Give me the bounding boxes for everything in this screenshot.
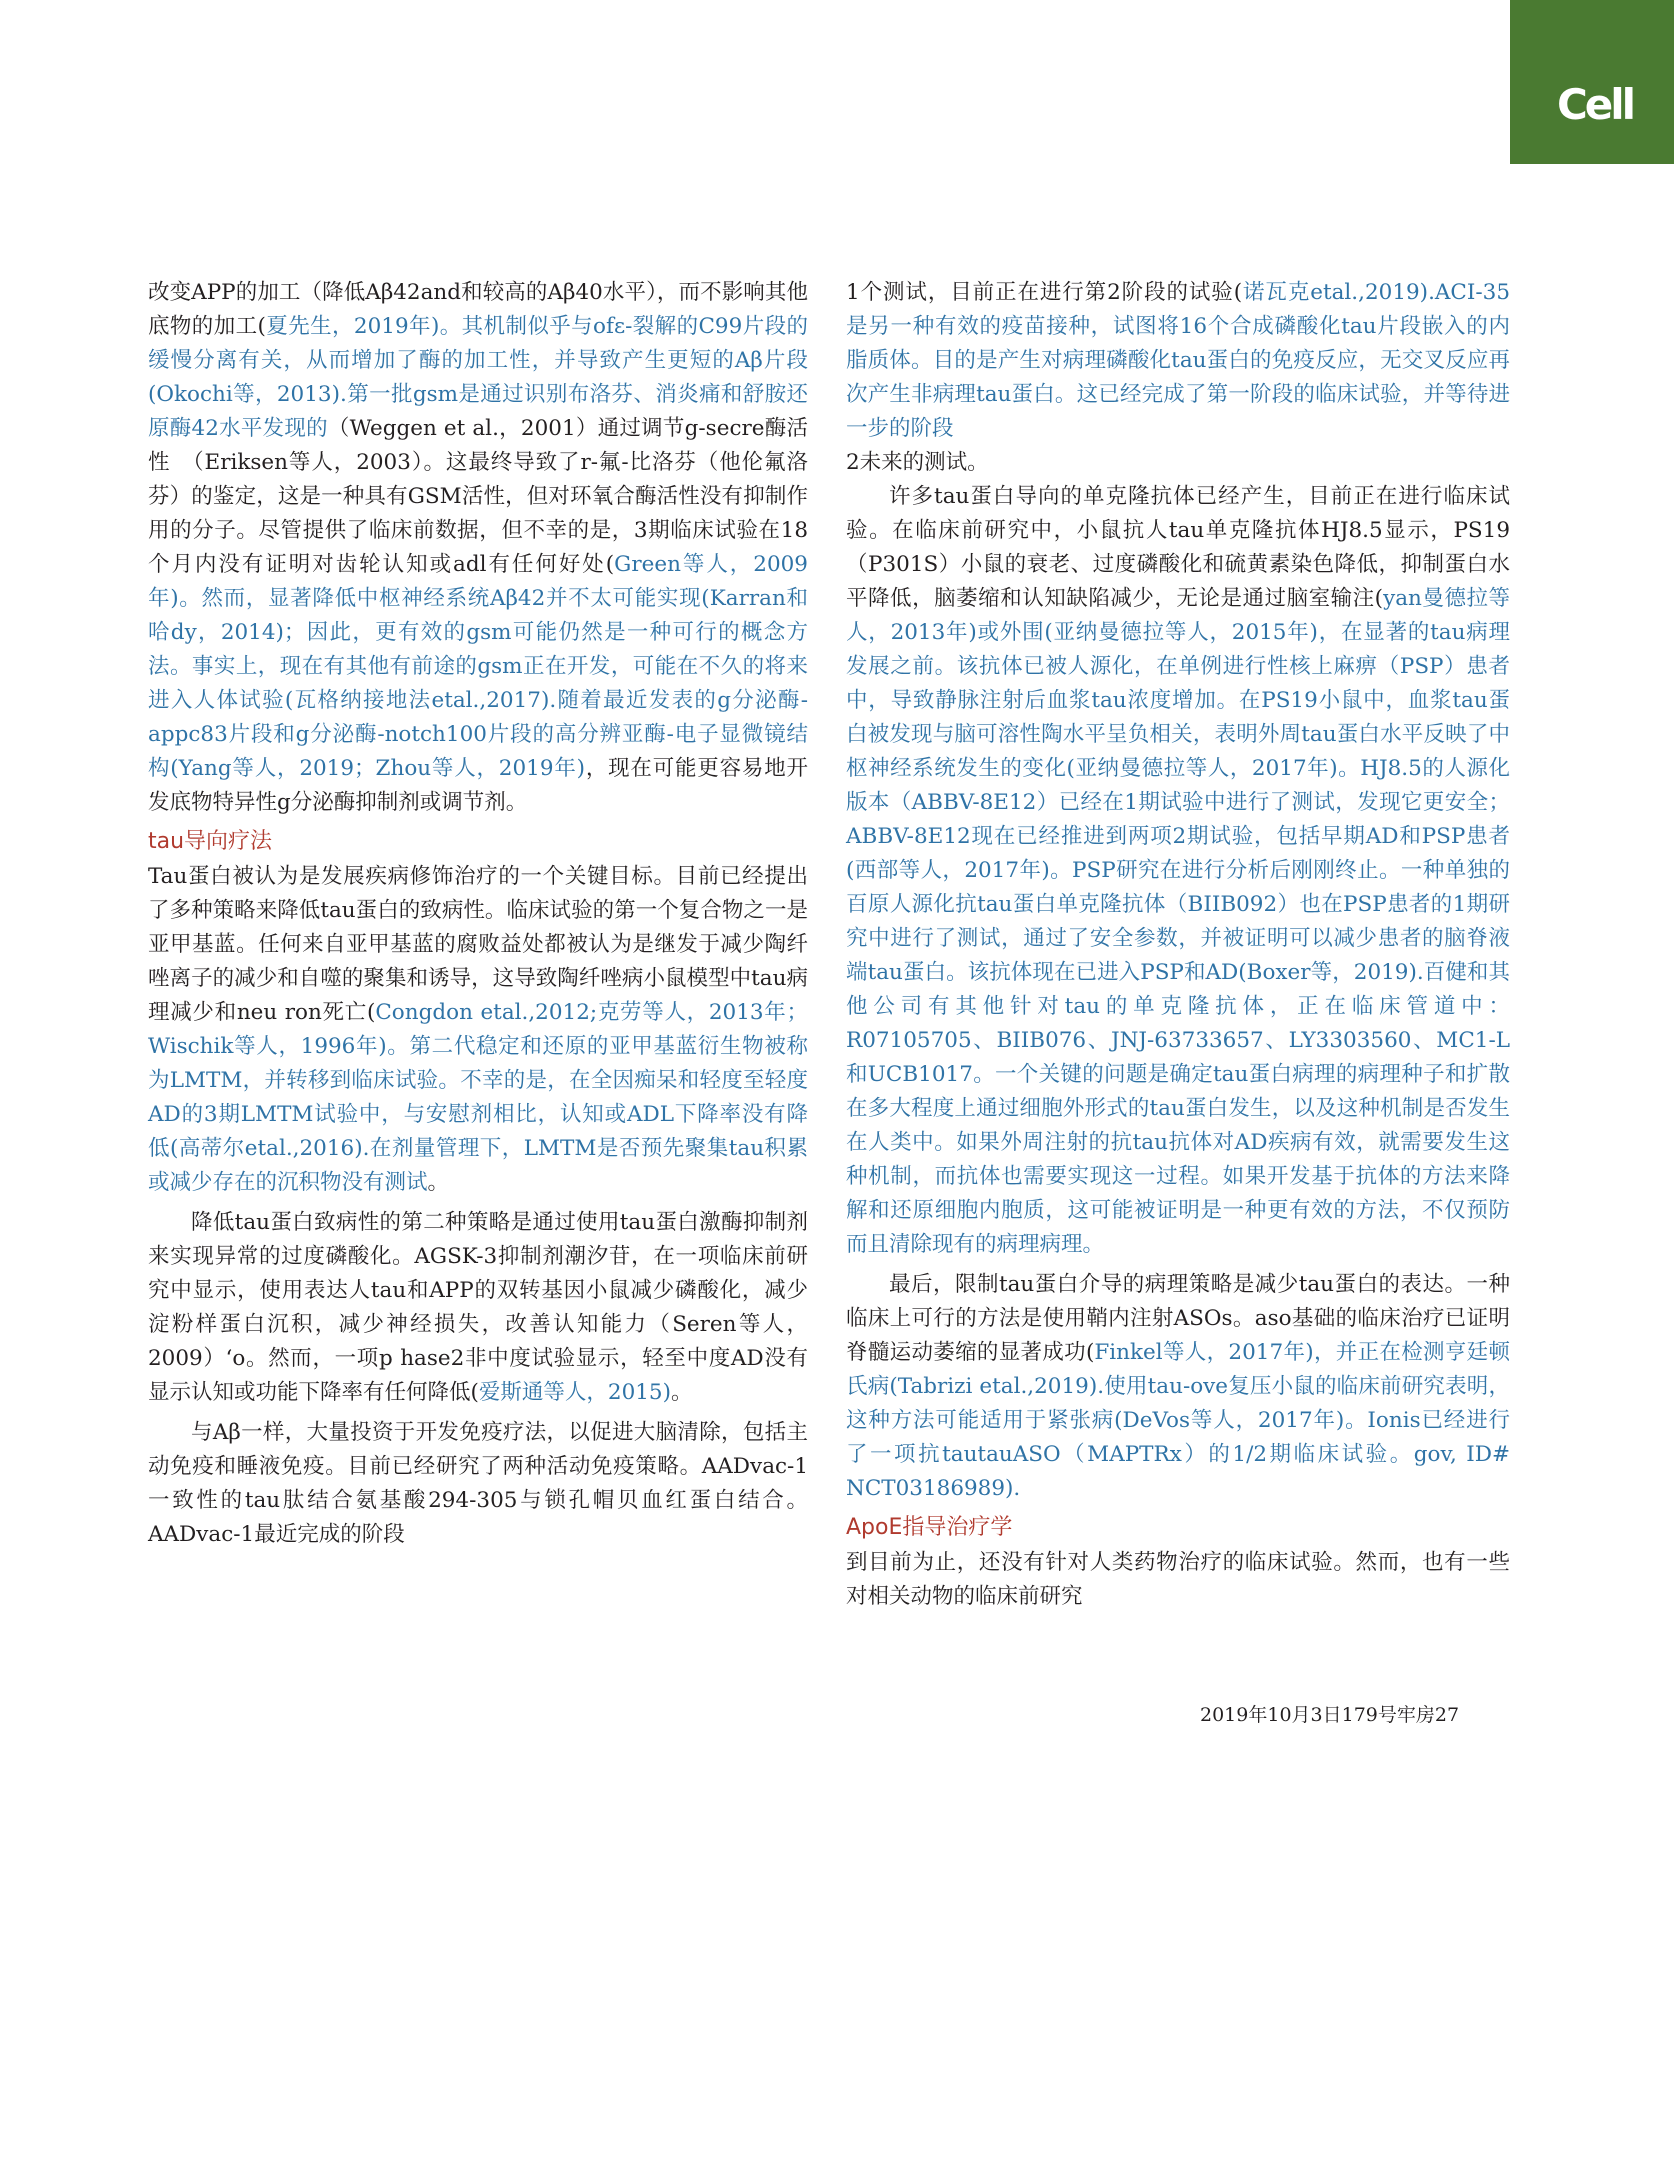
paragraph (846, 446, 1510, 480)
citation-run: Green等人，2009年)。然而，显著降低中枢神经系统Aβ42并不太可能实现(Karran和哈dy，2014)；因此，更有效的gsm可能仍然是一种可行的概念方法。事实上，现在有其他有前途的gsm正在开发，可能在不久的将来进入人体试验(瓦格纳接地法etal.,2017).随着最近发表的g分泌酶-appc83片段和g分泌酶-notch100片段的高分辨亚酶-电子显微镜结构(Yang等人，2019；Zhou等人，2019年) (148, 552, 808, 781)
citation-run: Congdon etal.,2012;克劳等人，2013年；Wischik等人，1996年)。第二代稳定和还原的亚甲基蓝衍生物被称为LMTM，并转移到临床试验。不幸的是，在全因痴呆和轻度至轻度AD的3期LMTM试验中，与安慰剂相比，认知或ADL下降率没有降低(高蒂尔etal.,2016).在剂量管理下，LMTM是否预先聚集tau积累或减少存在的沉积物没有测试 (148, 1000, 808, 1195)
text-run: （Weggen et al.，2001）通过调节g-secre酶活性 （Eriksen等人，2003）。这最终导致了r-氟-比洛芬（他伦氟洛芬）的鉴定，这是一种具有GSM活性，但对环氧合酶活性没有抑制作用的分子。尽管提供了临床前数据，但不幸的是，3期临床试验在18个月内没有证明对齿轮认知或adl有任何好处( (148, 416, 808, 577)
citation-run: 夏先生，2019年)。其机制似乎与ofε-裂解的C99片段的缓慢分离有关，从而增加了酶的加工性，并导致产生更短的Aβ片段(Okochi等，2013).第一批gsm是通过识别布洛芬、消炎痛和舒胺还原酶42水平发现的 (148, 314, 808, 441)
right-column (846, 276, 1510, 1614)
citation-run: 爱斯通等人，2015) (478, 1380, 671, 1405)
paragraph (846, 276, 1510, 446)
text-run: Tau蛋白被认为是发展疾病修饰治疗的一个关键目标。目前已经提出了多种策略来降低tau蛋白的致病性。临床试验的第一个复合物之一是亚甲基蓝。任何来自亚甲基蓝的腐败益处都被认为是继发于减少陶纤唑离子的减少和自噬的聚集和诱导，这导致陶纤唑病小鼠模型中tau病理减少和neu ron死亡( (148, 864, 808, 1025)
paragraph (148, 276, 808, 820)
citation-run: yan曼德拉等人，2013年)或外围(亚纳曼德拉等人，2015年)，在显著的tau病理发展之前。该抗体已被人源化，在单例进行性核上麻痹（PSP）患者中，导致静脉注射后血浆tau浓度增加。在PS19小鼠中，血浆tau蛋白被发现与脑可溶性陶水平呈负相关，表明外周tau蛋白水平反映了中枢神经系统发生的变化(亚纳曼德拉等人，2017年)。HJ8.5的人源化版本（ABBV-8E12）已经在1期试验中进行了测试，发现它更安全；ABBV-8E12现在已经推进到两项2期试验，包括早期AD和PSP患者(西部等人，2017年)。PSP研究在进行分析后刚刚终止。一种单独的百原人源化抗tau蛋白单克隆抗体（BIIB092）也在PSP患者的1期研究中进行了测试，通过了安全参数，并被证明可以减少患者的脑脊液端tau蛋白。该抗体现在已进入PSP和AD(Boxer等，2019).百健和其他公司有其他针对tau的单克隆抗体，正在临床管道中：R07105705、BIIB076、JNJ-63733657、LY3303560、MC1-L和UCB1017。一个关键的问题是确定tau蛋白病理的病理种子和扩散在多大程度上通过细胞外形式的tau蛋白发生，以及这种机制是否发生在人类中。如果外周注射的抗tau抗体对AD疾病有效，就需要发生这种机制，而抗体也需要实现这一过程。如果开发基于抗体的方法来降解和还原细胞内胞质，这可能被证明是一种更有效的方法，不仅预防而且清除现有的病理病理。 (846, 586, 1511, 1257)
text-run: 1个测试，目前正在进行第2阶段的试验( (846, 280, 1243, 305)
text-run: 最后，限制tau蛋白介导的病理策略是减少tau蛋白的表达。一种临床上可行的方法是使用鞘内注射ASOs。aso基础的临床治疗已证明脊髓运动萎缩的显著成功( (846, 1272, 1510, 1365)
section-heading-apoe: ApoE指导治疗学 (846, 1515, 1013, 1540)
text-run: ，现在可能更容易地开发底物特异性g分泌酶抑制剂或调节剂。 (148, 756, 808, 815)
paragraph (148, 1206, 808, 1410)
paragraph (148, 1416, 808, 1552)
text-run: 2未来的测试。 (846, 450, 989, 475)
page-footer: 2019年10月3日179号牢房27 (1200, 1704, 1460, 1726)
text-run: 改变APP的加工（降低Aβ42and和较高的Aβ40水平），而不影响其他底物的加工( (148, 280, 808, 339)
text-run: 到目前为止，还没有针对人类药物治疗的临床试验。然而，也有一些对相关动物的临床前研究 (846, 1550, 1510, 1609)
journal-logo (1510, 0, 1674, 164)
text-run: 许多tau蛋白导向的单克隆抗体已经产生，目前正在进行临床试验。在临床前研究中，小鼠抗人tau单克隆抗体HJ8.5显示，PS19（P301S）小鼠的衰老、过度磷酸化和硫黄素染色降低，抑制蛋白水平降低，脑萎缩和认知缺陷减少，无论是通过脑室输注( (846, 484, 1510, 611)
paragraph (148, 860, 808, 1200)
text-run: 。 (427, 1170, 450, 1195)
text-run: 降低tau蛋白致病性的第二种策略是通过使用tau蛋白激酶抑制剂来实现异常的过度磷酸化。AGSK-3抑制剂潮汐苷，在一项临床前研究中显示，使用表达人tau和APP的双转基因小鼠减少磷酸化，减少淀粉样蛋白沉积，减少神经损失，改善认知能力（Seren等人，2009）‘o。然而，一项p hase2非中度试验显示，轻至中度AD没有显示认知或功能下降率有任何降低( (148, 1210, 808, 1405)
paragraph (846, 480, 1510, 1262)
left-column (148, 276, 808, 1552)
citation-run: 诺瓦克etal.,2019).ACI-35是另一种有效的疫苗接种，试图将16个合成磷酸化tau片段嵌入的内脂质体。目的是产生对病理磷酸化tau蛋白的免疫反应，无交叉反应再次产生非病理tau蛋白。这已经完成了第一阶段的临床试验，并等待进一步的阶段 (846, 280, 1511, 441)
paragraph (846, 1546, 1510, 1614)
journal-logo-text: Cell (1556, 79, 1634, 129)
text-run: 与Aβ一样，大量投资于开发免疫疗法，以促进大脑清除，包括主动免疫和睡液免疫。目前已经研究了两种活动免疫策略。AADvac-1一致性的tau肽结合氨基酸294-305与锁孔帽贝血红蛋白结合。AADvac-1最近完成的阶段 (148, 1420, 808, 1547)
paragraph (846, 1268, 1510, 1506)
text-run: 。 (671, 1380, 693, 1405)
citation-run: Finkel等人，2017年)，并正在检测亨廷顿氏病(Tabrizi etal.,2019).使用tau-ove复压小鼠的临床前研究表明，这种方法可能适用于紧张病(DeVos等人，2017年)。Ionis已经进行了一项抗tautauASO（MAPTRx）的1/2期临床试验。gov, ID# NCT03186989). (846, 1340, 1510, 1501)
section-heading-tau: tau导向疗法 (148, 829, 273, 854)
